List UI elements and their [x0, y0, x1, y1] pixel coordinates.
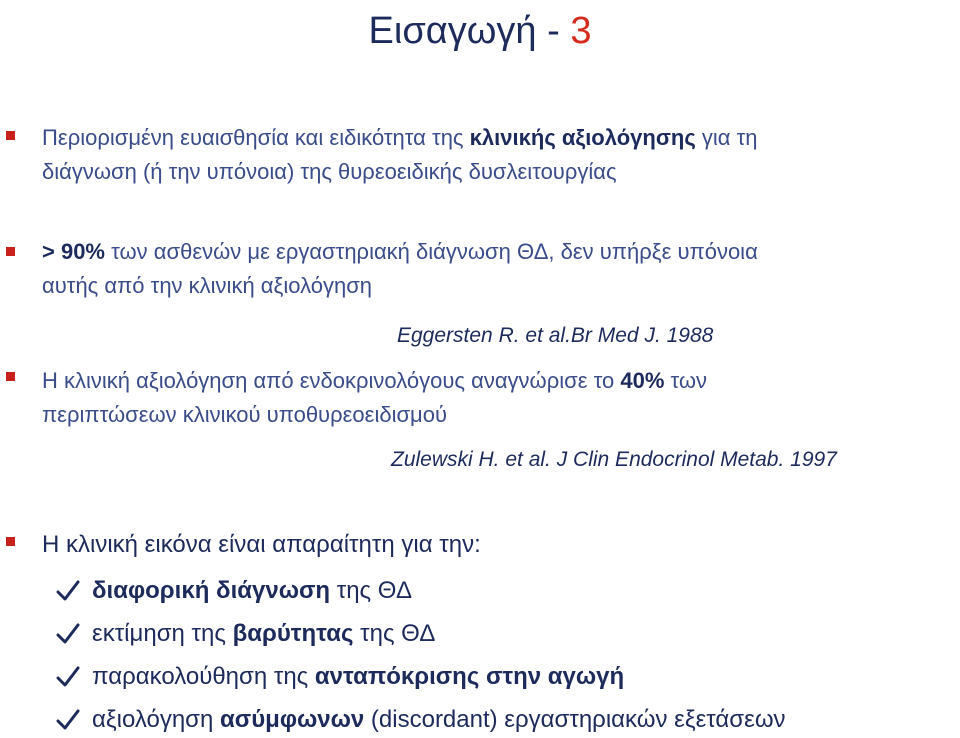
checkmark-icon — [56, 709, 80, 731]
slide-title-number: 3 — [570, 10, 592, 52]
bullet-1-text — [42, 121, 957, 189]
bullet-2-line-2: αυτής από την κλινική αξιολόγηση — [42, 273, 373, 298]
checklist-item-emphasis: ανταπόκρισης στην αγωγή — [314, 663, 625, 690]
checklist-item-emphasis: ασύμφωνων — [220, 706, 365, 733]
bullet-3-text — [42, 364, 957, 432]
slide-title — [0, 8, 960, 54]
bullet-2-text — [42, 235, 957, 303]
bullet-3-reference: Zulewski H. et al. J Clin Endocrinol Metab. 1997 — [391, 448, 837, 471]
square-bullet-icon — [6, 247, 15, 256]
bullet-3-line-2: περιπτώσεων κλινικού υποθυρεοειδισμού — [42, 402, 447, 427]
checkmark-icon — [56, 666, 80, 688]
bullet-4-text: Η κλινική εικόνα είναι απαραίτητη για την: — [42, 531, 481, 558]
square-bullet-icon — [6, 372, 15, 381]
bullet-2-line-1: > 90% των ασθενών με εργαστηριακή διάγνωση ΘΔ, δεν υπήρξε υπόνοια — [42, 239, 758, 264]
bullet-2-reference: Eggersten R. et al.Br Med J. 1988 — [397, 324, 714, 347]
bullet-1-line-1: Περιορισμένη ευαισθησία και ειδικότητα της κλινικής αξιολόγησης για τη — [42, 125, 758, 150]
bullet-3-line-1: Η κλινική αξιολόγηση από ενδοκρινολόγους αναγνώρισε το 40% των — [42, 368, 708, 393]
checkmark-icon — [56, 623, 80, 645]
square-bullet-icon — [6, 537, 15, 546]
square-bullet-icon — [6, 131, 15, 140]
bullet-2-emphasis: > 90% — [42, 239, 105, 264]
slide-title-text: Εισαγωγή - — [368, 10, 571, 52]
checklist-item-emphasis: βαρύτητας — [232, 620, 354, 647]
bullet-1-line-2: διάγνωση (ή την υπόνοια) της θυρεοειδικής δυσλειτουργίας — [42, 159, 617, 184]
checkmark-icon — [56, 580, 80, 602]
bullet-1-emphasis: κλινικής αξιολόγησης — [469, 125, 696, 150]
bullet-3-emphasis: 40% — [620, 368, 665, 393]
checklist-item-emphasis: διαφορική διάγνωση — [92, 577, 331, 604]
